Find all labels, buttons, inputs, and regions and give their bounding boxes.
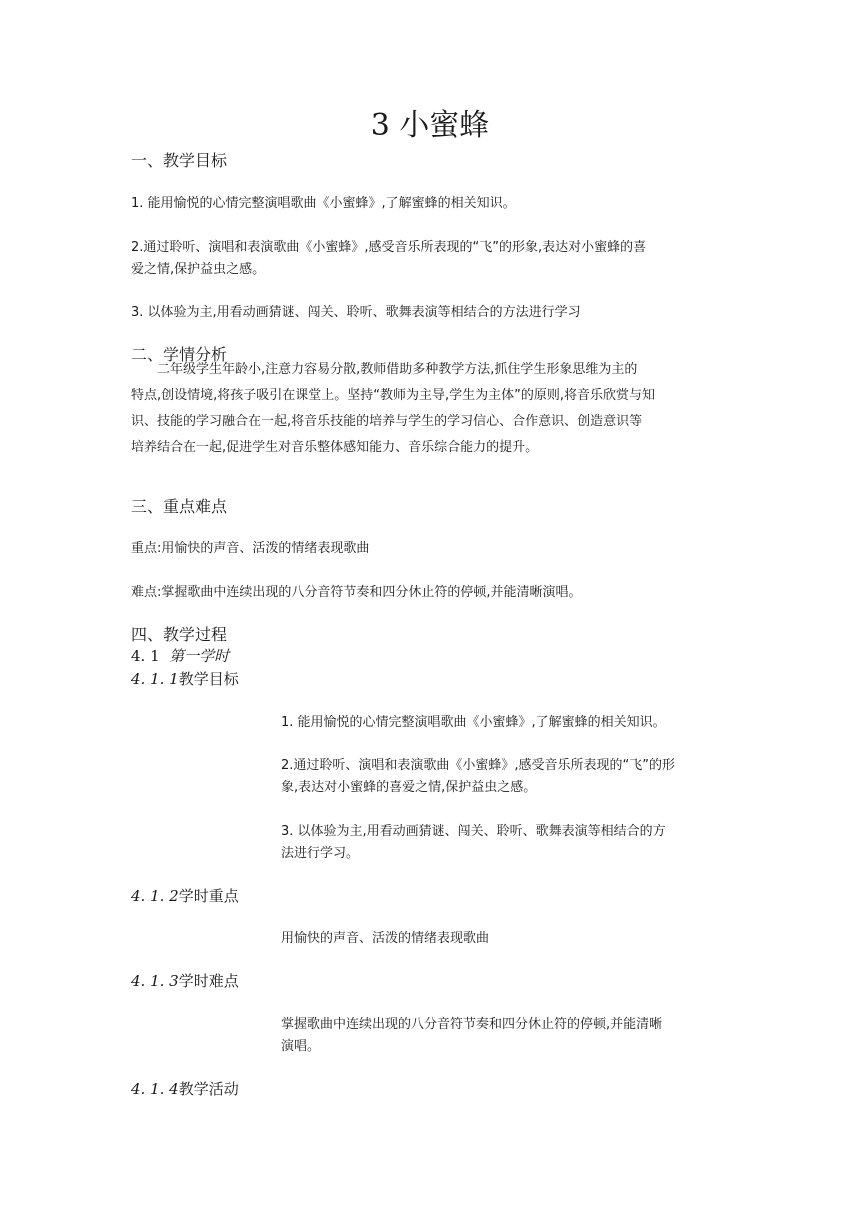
subheading-label: 第一学时 xyxy=(169,647,230,665)
subheading-label: 教学目标 xyxy=(178,670,239,688)
subheading-label: 教学活动 xyxy=(178,1080,239,1098)
document-title: 3 小蜜蜂 xyxy=(370,108,490,143)
subheading-number: 4. 1. 3 xyxy=(131,972,179,990)
goal-item-2-line-2: 爱之情,保护益虫之感。 xyxy=(131,262,266,277)
lesson-goal-item-2-line-1: 2.通过聆听、演唱和表演歌曲《小蜜蜂》,感受音乐所表现的“飞”的形 xyxy=(281,758,676,773)
lesson-goal-item-3-line-2: 法进行学习。 xyxy=(281,846,360,861)
key-point: 重点:用愉快的声音、活泼的情绪表现歌曲 xyxy=(131,541,370,556)
subheading-label: 学时重点 xyxy=(178,887,239,905)
goal-item-2-line-1: 2.通过聆听、演唱和表演歌曲《小蜜蜂》,感受音乐所表现的“飞”的形象,表达对小蜜蜂的喜 xyxy=(131,240,647,255)
lesson-key-text: 用愉快的声音、活泼的情绪表现歌曲 xyxy=(281,931,490,946)
section-heading-teaching-process: 四、教学过程 xyxy=(131,625,228,644)
lesson-goal-item-1: 1. 能用愉悦的心情完整演唱歌曲《小蜜蜂》,了解蜜蜂的相关知识。 xyxy=(281,715,666,730)
analysis-line-1: 二年级学生年龄小,注意力容易分散,教师借助多种教学方法,抓住学生形象思维为主的 xyxy=(157,362,638,377)
subheading-lesson-activity xyxy=(131,1079,239,1100)
lesson-difficulty-line-1: 掌握歌曲中连续出现的八分音符节奏和四分休止符的停顿,并能清晰 xyxy=(281,1017,663,1032)
subheading-label: 学时难点 xyxy=(178,972,239,990)
goal-item-1: 1. 能用愉悦的心情完整演唱歌曲《小蜜蜂》,了解蜜蜂的相关知识。 xyxy=(131,196,516,211)
lesson-difficulty-line-2: 演唱。 xyxy=(281,1039,321,1054)
subheading-number: 4. 1. 4 xyxy=(131,1080,179,1098)
analysis-line-2: 特点,创设情境,将孩子吸引在课堂上。坚持“教师为主导,学生为主体”的原则,将音乐欣赏与知 xyxy=(131,388,655,403)
subheading-number: 4. 1. 2 xyxy=(131,887,179,905)
subheading-number: 4. 1 xyxy=(131,647,160,665)
difficult-point: 难点:掌握歌曲中连续出现的八分音符节奏和四分休止符的停顿,并能清晰演唱。 xyxy=(131,585,582,600)
subheading-first-lesson xyxy=(131,646,229,667)
section-heading-learner-analysis: 二、学情分析 xyxy=(131,345,228,364)
subheading-lesson-difficulty xyxy=(131,971,239,992)
subheading-number: 4. 1. 1 xyxy=(131,670,179,688)
lesson-goal-item-2-line-2: 象,表达对小蜜蜂的喜爱之情,保护益虫之感。 xyxy=(281,780,537,795)
section-heading-key-points: 三、重点难点 xyxy=(131,497,228,516)
subheading-lesson-key xyxy=(131,886,239,907)
goal-item-3: 3. 以体验为主,用看动画猜谜、闯关、聆听、歌舞表演等相结合的方法进行学习 xyxy=(131,305,581,320)
analysis-line-4: 培养结合在一起,促进学生对音乐整体感知能力、音乐综合能力的提升。 xyxy=(131,440,539,455)
analysis-line-3: 识、技能的学习融合在一起,将音乐技能的培养与学生的学习信心、合作意识、创造意识等 xyxy=(131,414,643,429)
subheading-lesson-goals xyxy=(131,669,239,690)
lesson-goal-item-3-line-1: 3. 以体验为主,用看动画猜谜、闯关、聆听、歌舞表演等相结合的方 xyxy=(281,824,666,839)
section-heading-teaching-goals: 一、教学目标 xyxy=(131,151,228,170)
